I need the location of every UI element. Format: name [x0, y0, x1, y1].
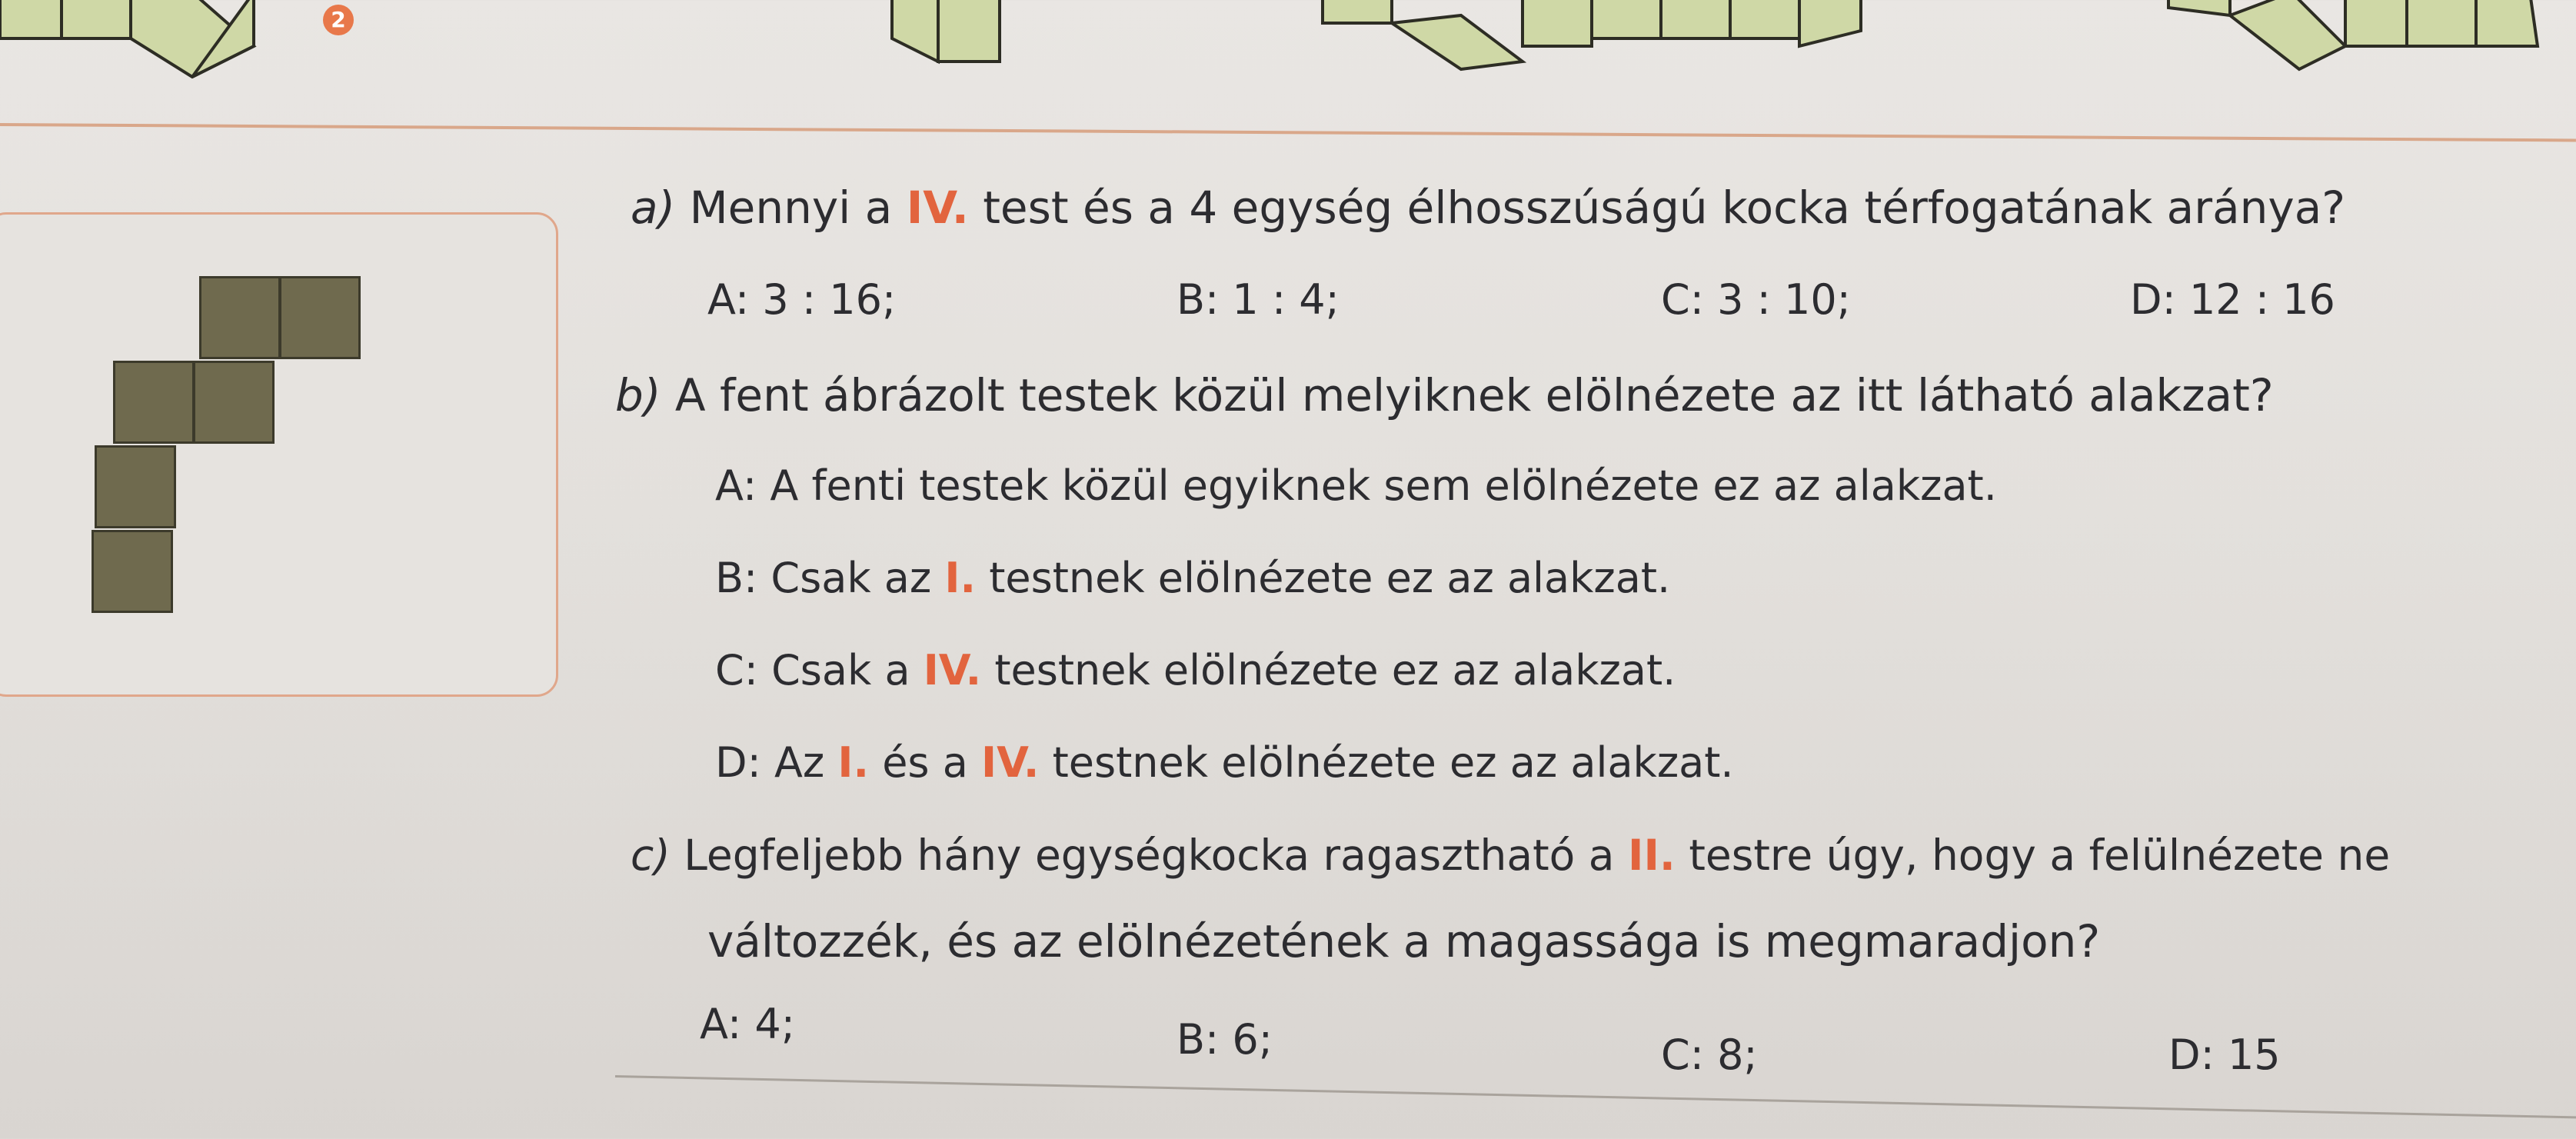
option-pre: Csak a — [771, 646, 910, 694]
option-c-A[interactable] — [700, 1000, 795, 1048]
option-letter: D: — [2130, 275, 2176, 324]
question-c-pre: Legfeljebb hány egységkocka ragasztható a — [684, 831, 1615, 880]
exercise-number-badge: 2 — [323, 5, 354, 35]
option-b-A[interactable] — [715, 461, 1997, 510]
cube — [95, 445, 176, 528]
front-view-figure-box — [0, 212, 558, 697]
option-text: 3 : 10; — [1717, 275, 1851, 324]
option-letter: B: — [1177, 275, 1220, 324]
question-a-label: a) — [631, 182, 676, 234]
bottom-rule — [615, 1075, 2576, 1121]
option-b-B[interactable] — [715, 554, 1670, 602]
question-c-line1 — [631, 831, 2390, 880]
question-b-label: b) — [615, 369, 661, 421]
option-c-C[interactable] — [1661, 1031, 1758, 1079]
cube — [193, 361, 275, 444]
cube — [199, 276, 281, 359]
option-post: testnek elölnézete ez az alakzat. — [1052, 738, 1734, 787]
option-text: 4; — [754, 1000, 795, 1048]
option-letter: A: — [715, 461, 757, 510]
option-text: 3 : 16; — [762, 275, 897, 324]
roman-numeral: II. — [1628, 831, 1676, 880]
option-b-D[interactable] — [715, 738, 1734, 787]
question-a — [631, 182, 2345, 234]
option-letter: D: — [2168, 1031, 2215, 1079]
question-a-pre: Mennyi a — [689, 182, 893, 234]
option-letter: A: — [700, 1000, 742, 1048]
option-b-C[interactable] — [715, 646, 1676, 694]
question-c-line2-text: változzék, és az elölnézetének a magassága is megmaradjon? — [707, 915, 2101, 967]
option-pre: Az — [774, 738, 825, 787]
option-letter: C: — [1661, 1031, 1704, 1079]
question-c-post: testre úgy, hogy a felülnézete ne — [1689, 831, 2391, 880]
option-letter: D: — [715, 738, 761, 787]
option-a-C[interactable] — [1661, 275, 1851, 324]
roman-numeral: I. — [837, 738, 870, 787]
option-letter: C: — [715, 646, 758, 694]
option-letter: C: — [1661, 275, 1704, 324]
question-c-line2 — [707, 915, 2100, 967]
question-c-label: c) — [631, 831, 671, 880]
option-c-B[interactable] — [1177, 1015, 1273, 1064]
option-text: 12 : 16 — [2188, 275, 2335, 324]
option-text: 8; — [1717, 1031, 1758, 1079]
roman-numeral: IV. — [906, 182, 969, 234]
option-text: 15 — [2227, 1031, 2281, 1079]
option-letter: B: — [715, 554, 758, 602]
option-letter: A: — [707, 275, 750, 324]
option-text: 6; — [1232, 1015, 1273, 1064]
option-letter: B: — [1177, 1015, 1220, 1064]
option-a-D[interactable] — [2130, 275, 2335, 324]
option-pre: Csak az — [770, 554, 932, 602]
roman-numeral: IV. — [923, 646, 982, 694]
question-b-text: A fent ábrázolt testek közül melyiknek elölnézete az itt látható alakzat? — [674, 369, 2274, 421]
cube — [113, 361, 195, 444]
solids-strip — [0, 0, 2576, 85]
option-a-A[interactable] — [707, 275, 896, 324]
cube — [279, 276, 361, 359]
cube — [92, 530, 173, 613]
option-mid: és a — [882, 738, 968, 787]
option-a-B[interactable] — [1177, 275, 1340, 324]
option-text: A fenti testek közül egyiknek sem elölnézete ez az alakzat. — [770, 461, 1997, 510]
divider-line — [0, 123, 2576, 142]
roman-numeral: I. — [944, 554, 977, 602]
option-c-D[interactable] — [2168, 1031, 2281, 1079]
option-post: testnek elölnézete ez az alakzat. — [989, 554, 1671, 602]
option-text: 1 : 4; — [1232, 275, 1340, 324]
question-a-post: test és a 4 egység élhosszúságú kocka térfogatának aránya? — [983, 182, 2346, 234]
option-post: testnek elölnézete ez az alakzat. — [994, 646, 1676, 694]
question-b — [615, 369, 2274, 421]
roman-numeral: IV. — [981, 738, 1040, 787]
